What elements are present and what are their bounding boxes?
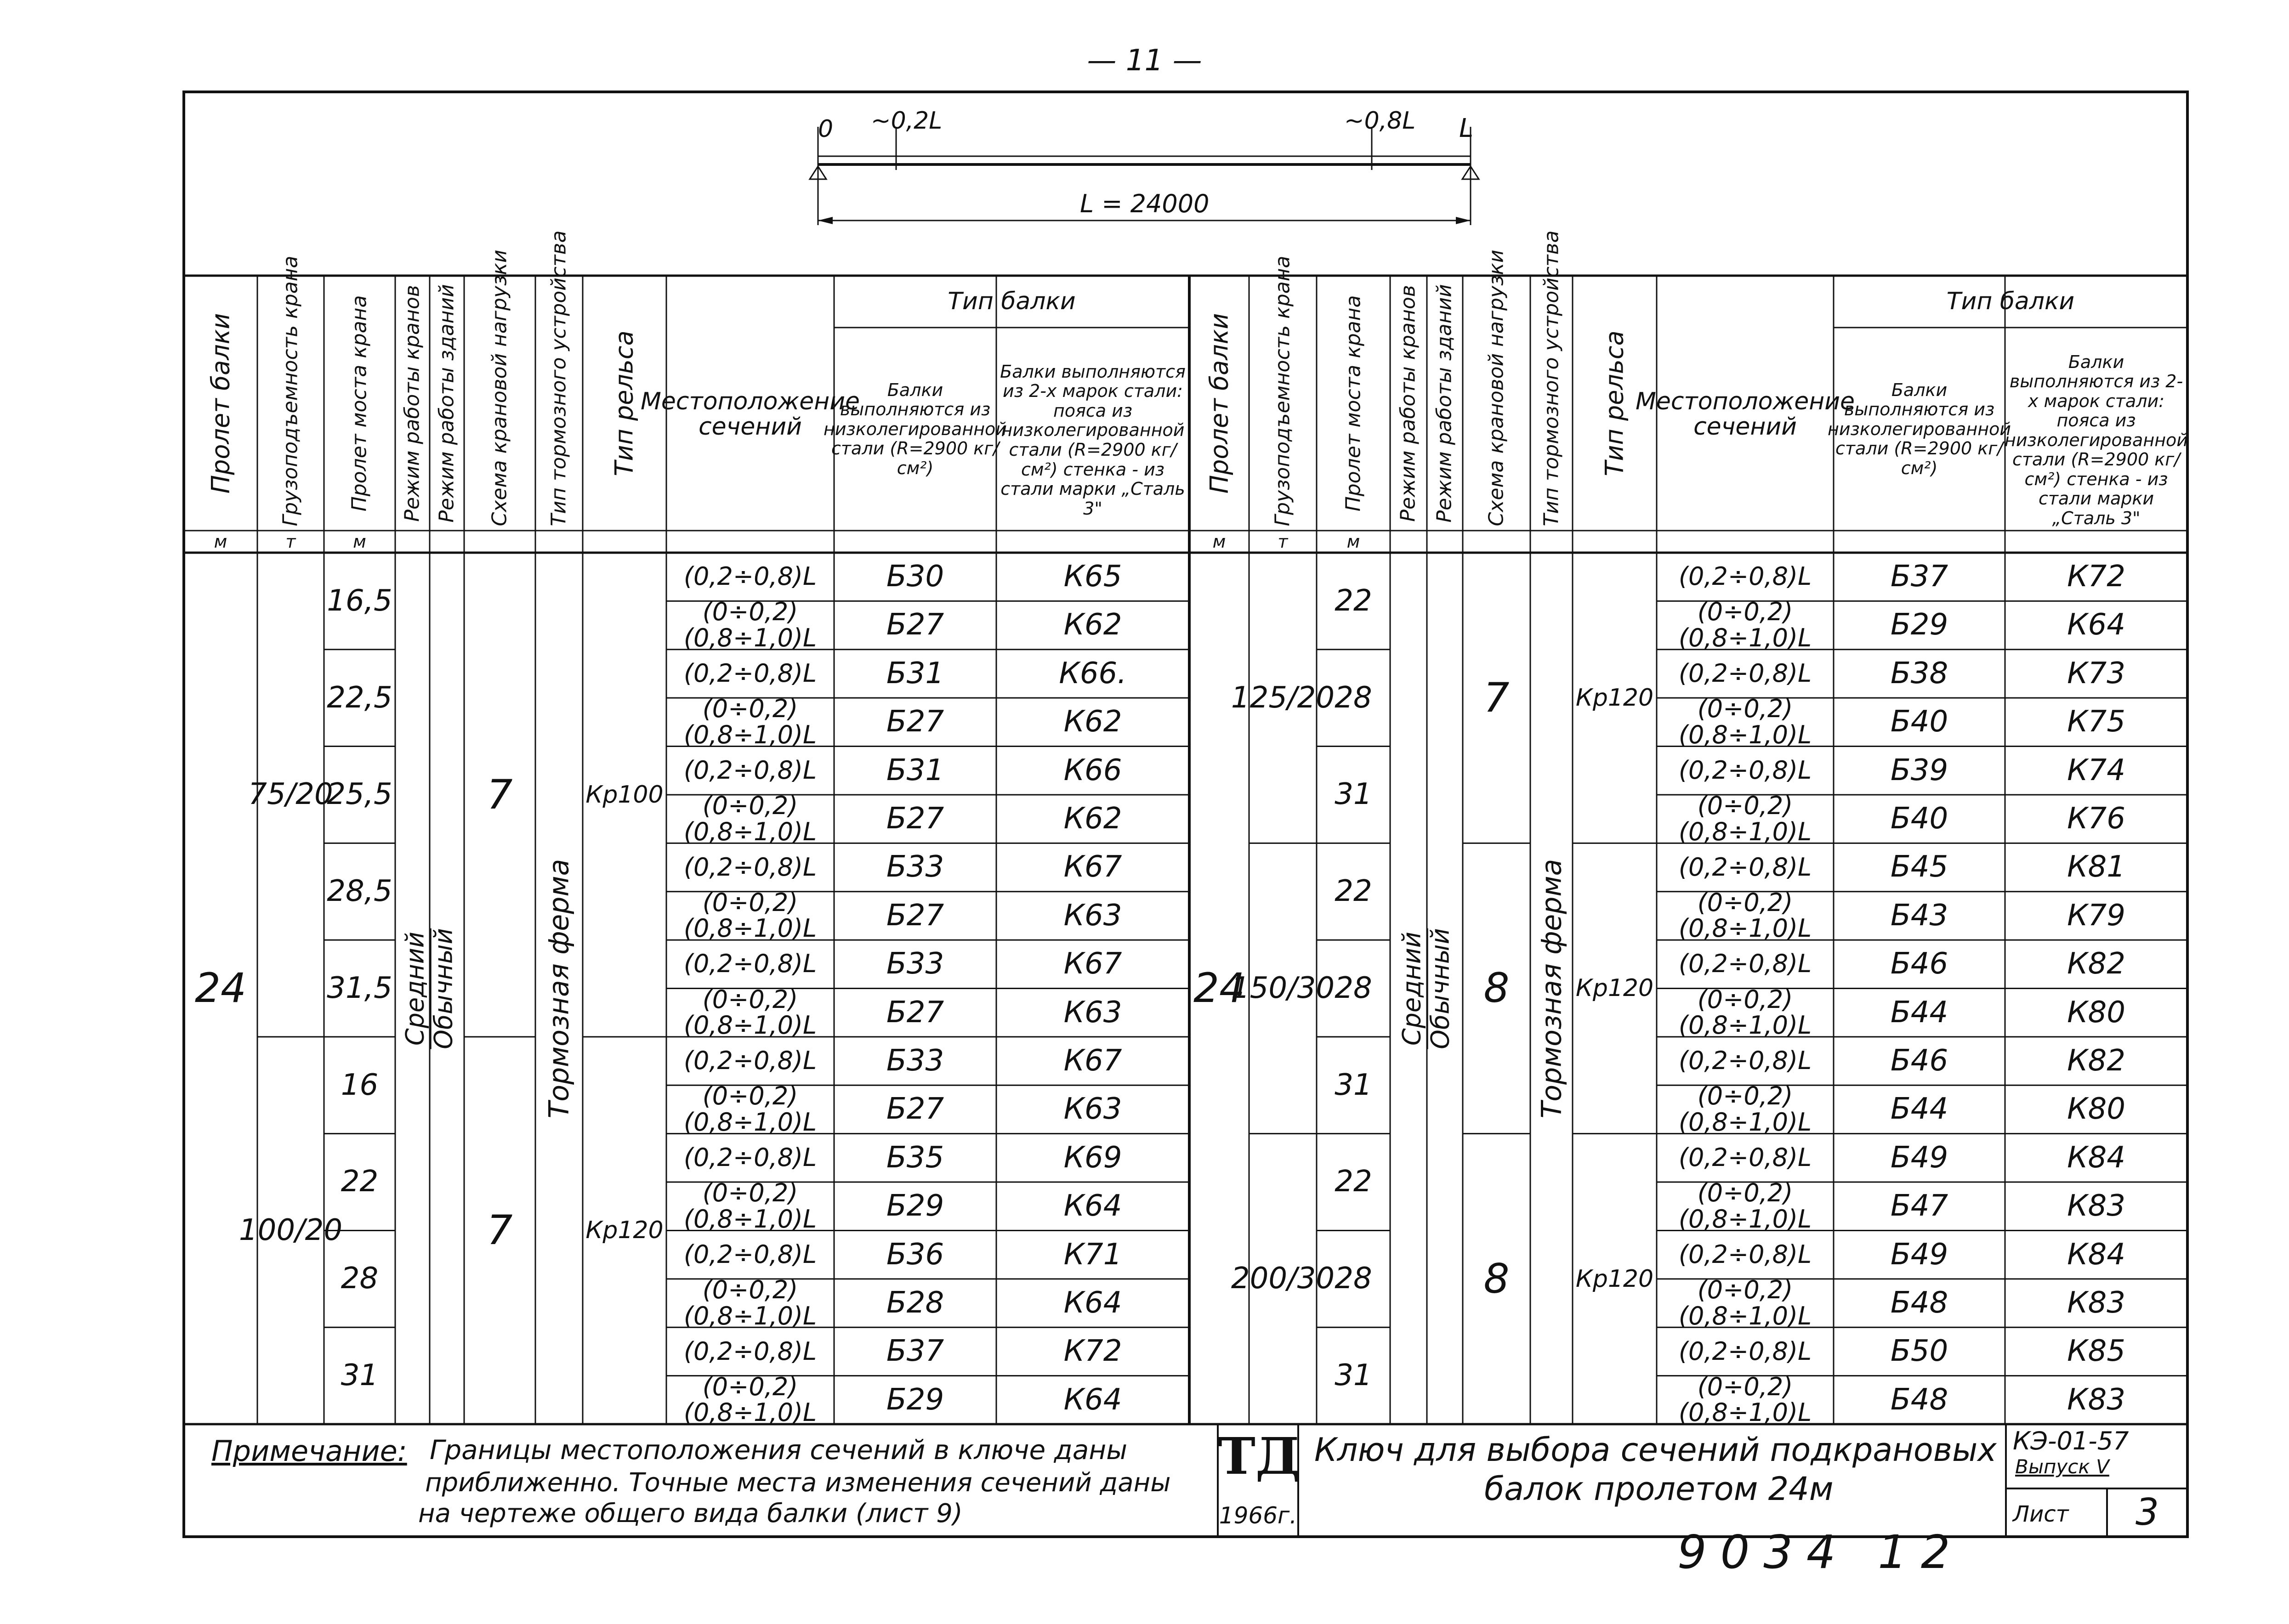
right-row-bimetal: К64 bbox=[2067, 608, 2125, 642]
span-label: L = 24000 bbox=[1080, 189, 1210, 218]
note-line-3: на чертеже общего вида балки (лист 9) bbox=[418, 1499, 963, 1528]
right-crane-span: 22 bbox=[1335, 1165, 1372, 1199]
beam-sketch bbox=[781, 106, 1517, 243]
right-crane-span: 22 bbox=[1335, 583, 1372, 618]
left-row-bimetal: К63 bbox=[1063, 995, 1122, 1030]
left-crane-span: 25,5 bbox=[327, 777, 392, 812]
right-row-bimetal: К72 bbox=[2067, 560, 2125, 594]
archive-number: 9034 12 bbox=[1677, 1525, 1964, 1579]
left-header-building_mode-text: Режим работы зданий bbox=[435, 283, 459, 523]
page-number: — 11 — bbox=[1087, 44, 1202, 78]
left-group-capacity: 75/20 bbox=[248, 777, 333, 812]
right-crane-span: 28 bbox=[1335, 1262, 1372, 1296]
left-mode-top: Средний bbox=[403, 928, 432, 1049]
left-header-beam-type: Тип балки bbox=[948, 288, 1076, 316]
left-beam-span: 24 bbox=[195, 964, 246, 1012]
left-row-bimetal: К67 bbox=[1063, 947, 1122, 981]
right-crane-span: 31 bbox=[1335, 1358, 1372, 1392]
left-row-location: (0,2÷0,8)L bbox=[683, 852, 817, 882]
right-group-rail: Кр120 bbox=[1575, 974, 1654, 1002]
right-header-span_crane-text: Пролет моста крана bbox=[1341, 295, 1365, 511]
right-row-bimetal: К83 bbox=[2067, 1189, 2125, 1223]
doc-code: КЭ-01-57 bbox=[2013, 1426, 2129, 1455]
right-row-bimetal: К82 bbox=[2067, 1043, 2125, 1078]
right-row-bimetal: К73 bbox=[2067, 656, 2125, 690]
left-row-beam: Б27 bbox=[886, 608, 944, 642]
right-row-beam: Б38 bbox=[1890, 656, 1948, 690]
left-row-location: (0÷0,2)(0,8÷1,0)L bbox=[683, 791, 817, 846]
right-row-location: (0,2÷0,8)L bbox=[1678, 562, 1812, 591]
right-row-location: (0,2÷0,8)L bbox=[1678, 1239, 1812, 1269]
left-row-location: (0÷0,2)(0,8÷1,0)L bbox=[683, 694, 817, 749]
right-crane-span: 28 bbox=[1335, 680, 1372, 715]
left-brake-type-text: Тормозная ферма bbox=[543, 859, 575, 1118]
right-row-bimetal: К79 bbox=[2067, 898, 2125, 933]
left-row-bimetal: К67 bbox=[1063, 1043, 1122, 1078]
issue: Выпуск V bbox=[2015, 1455, 2109, 1478]
right-row-beam: Б44 bbox=[1890, 995, 1948, 1030]
sheet-label: Лист bbox=[2013, 1501, 2069, 1527]
right-row-location: (0÷0,2)(0,8÷1,0)L bbox=[1678, 985, 1812, 1040]
right-unit-crane-span: м bbox=[1346, 532, 1360, 552]
right-crane-span: 28 bbox=[1335, 971, 1372, 1005]
right-row-beam: Б48 bbox=[1890, 1382, 1948, 1417]
left-row-beam: Б36 bbox=[886, 1237, 944, 1272]
right-unit-capacity: т bbox=[1278, 532, 1288, 552]
left-row-beam: Б29 bbox=[886, 1382, 944, 1417]
left-row-location: (0,2÷0,8)L bbox=[683, 1239, 817, 1269]
left-unit-capacity: т bbox=[285, 532, 296, 552]
left-row-bimetal: К62 bbox=[1063, 705, 1122, 739]
left-row-beam: Б30 bbox=[886, 560, 944, 594]
left-header-location: Местоположение сечений bbox=[640, 387, 860, 441]
right-mode-bottom: Обычный bbox=[1426, 928, 1455, 1049]
right-work-mode bbox=[1390, 553, 1463, 1424]
left-row-bimetal: К67 bbox=[1063, 850, 1122, 884]
right-row-bimetal: К76 bbox=[2067, 802, 2125, 836]
left-row-bimetal: К66 bbox=[1063, 753, 1122, 787]
left-row-location: (0÷0,2)(0,8÷1,0)L bbox=[683, 1372, 817, 1427]
left-row-beam: Б33 bbox=[886, 947, 944, 981]
right-header-rail_type-text: Тип рельса bbox=[1600, 330, 1629, 476]
left-row-location: (0÷0,2)(0,8÷1,0)L bbox=[683, 1081, 817, 1137]
right-crane-span: 31 bbox=[1335, 1068, 1372, 1102]
right-row-location: (0,2÷0,8)L bbox=[1678, 659, 1812, 688]
right-row-location: (0,2÷0,8)L bbox=[1678, 755, 1812, 785]
left-row-bimetal: К64 bbox=[1063, 1382, 1122, 1417]
right-row-beam: Б49 bbox=[1890, 1237, 1948, 1272]
left-unit-span: м bbox=[214, 532, 227, 552]
right-mode-top: Средний bbox=[1400, 928, 1428, 1049]
right-row-location: (0,2÷0,8)L bbox=[1678, 1336, 1812, 1366]
left-header-load_scheme bbox=[464, 249, 535, 531]
left-crane-span: 16 bbox=[341, 1068, 379, 1102]
left-row-location: (0÷0,2)(0,8÷1,0)L bbox=[683, 985, 817, 1040]
title-line-1: Ключ для выбора сечений подкрановых bbox=[1314, 1431, 1997, 1469]
left-crane-span: 31,5 bbox=[327, 971, 392, 1005]
right-row-location: (0÷0,2)(0,8÷1,0)L bbox=[1678, 888, 1812, 943]
mark-02L: ~0,2L bbox=[871, 107, 943, 135]
left-row-location: (0,2÷0,8)L bbox=[683, 562, 817, 591]
sheet-number: 3 bbox=[2136, 1491, 2159, 1533]
left-row-beam: Б28 bbox=[886, 1285, 944, 1320]
right-row-bimetal: К83 bbox=[2067, 1382, 2125, 1417]
left-row-bimetal: К64 bbox=[1063, 1189, 1122, 1223]
left-row-beam: Б29 bbox=[886, 1189, 944, 1223]
right-header-load_scheme bbox=[1463, 249, 1530, 531]
note-line-1: Границы местоположения сечений в ключе даны bbox=[430, 1434, 1127, 1466]
left-crane-span: 22 bbox=[341, 1165, 379, 1199]
left-brake-type bbox=[535, 553, 583, 1424]
left-row-location: (0÷0,2)(0,8÷1,0)L bbox=[683, 597, 817, 653]
left-row-location: (0÷0,2)(0,8÷1,0)L bbox=[683, 1178, 817, 1234]
right-row-beam: Б50 bbox=[1890, 1334, 1948, 1369]
right-header-span_beam bbox=[1189, 276, 1249, 531]
left-row-beam: Б31 bbox=[886, 753, 944, 787]
left-crane-span: 22,5 bbox=[327, 680, 392, 715]
right-header-load_scheme-text: Схема крановой нагрузки bbox=[1484, 249, 1508, 526]
title-line-2: балок пролетом 24м bbox=[1484, 1470, 1834, 1508]
left-header-brake_type-text: Тип тормозного устройства bbox=[547, 230, 571, 526]
left-group-rail: Кр120 bbox=[585, 1217, 664, 1245]
right-row-location: (0,2÷0,8)L bbox=[1678, 1143, 1812, 1172]
left-header-capacity bbox=[257, 255, 324, 531]
right-header-brake_type bbox=[1530, 230, 1573, 531]
left-header-capacity-text: Грузоподъемность крана bbox=[278, 255, 302, 526]
left-row-beam: Б31 bbox=[886, 656, 944, 690]
right-row-bimetal: К82 bbox=[2067, 947, 2125, 981]
note-line-2: приближенно. Точные места изменения сечений даны bbox=[425, 1468, 1171, 1498]
right-row-beam: Б49 bbox=[1890, 1140, 1948, 1175]
left-row-location: (0÷0,2)(0,8÷1,0)L bbox=[683, 1275, 817, 1330]
left-group-scheme: 7 bbox=[487, 1206, 513, 1254]
left-row-beam: Б33 bbox=[886, 1043, 944, 1078]
right-row-location: (0÷0,2)(0,8÷1,0)L bbox=[1678, 694, 1812, 749]
right-row-location: (0,2÷0,8)L bbox=[1678, 949, 1812, 979]
right-unit-span: м bbox=[1212, 532, 1226, 552]
right-row-bimetal: К83 bbox=[2067, 1285, 2125, 1320]
right-row-bimetal: К84 bbox=[2067, 1237, 2125, 1272]
right-crane-span: 22 bbox=[1335, 874, 1372, 909]
left-header-rail_type-text: Тип рельса bbox=[610, 330, 639, 476]
org-stamp: ТД bbox=[1218, 1426, 1301, 1486]
right-row-bimetal: К74 bbox=[2067, 753, 2125, 787]
right-row-beam: Б44 bbox=[1890, 1092, 1948, 1126]
right-row-location: (0÷0,2)(0,8÷1,0)L bbox=[1678, 791, 1812, 846]
left-header-span_beam bbox=[184, 276, 257, 531]
right-group-rail: Кр120 bbox=[1575, 684, 1654, 712]
left-row-location: (0,2÷0,8)L bbox=[683, 755, 817, 785]
left-row-bimetal: К72 bbox=[1063, 1334, 1122, 1369]
left-row-bimetal: К69 bbox=[1063, 1140, 1122, 1175]
left-mode-bottom: Обычный bbox=[429, 928, 459, 1049]
right-work-mode-text bbox=[1397, 928, 1455, 1049]
right-header-span_crane bbox=[1317, 276, 1390, 531]
left-header-crane_mode-text: Режим работы кранов bbox=[400, 284, 424, 522]
right-row-location: (0,2÷0,8)L bbox=[1678, 1046, 1812, 1075]
year: 1966г. bbox=[1219, 1502, 1297, 1529]
left-row-location: (0,2÷0,8)L bbox=[683, 949, 817, 979]
left-row-location: (0,2÷0,8)L bbox=[683, 1143, 817, 1172]
right-group-capacity: 125/20 bbox=[1231, 680, 1335, 715]
right-row-beam: Б37 bbox=[1890, 560, 1948, 594]
right-row-bimetal: К75 bbox=[2067, 705, 2125, 739]
right-group-scheme: 8 bbox=[1483, 964, 1510, 1012]
left-crane-span: 28 bbox=[341, 1262, 379, 1296]
right-row-location: (0÷0,2)(0,8÷1,0)L bbox=[1678, 1372, 1812, 1427]
right-row-bimetal: К84 bbox=[2067, 1140, 2125, 1175]
left-row-beam: Б37 bbox=[886, 1334, 944, 1369]
left-crane-span: 16,5 bbox=[327, 583, 392, 618]
right-header-capacity-text: Грузоподъемность крана bbox=[1271, 255, 1295, 526]
left-row-beam: Б27 bbox=[886, 1092, 944, 1126]
left-row-beam: Б27 bbox=[886, 802, 944, 836]
right-header-bimetal: Балки выполняются из 2-х марок стали: пояса из низколегированной стали (R=2900 кг/см²) стенка - из стали марки „Сталь 3" bbox=[2005, 351, 2188, 528]
left-group-capacity: 100/20 bbox=[239, 1213, 343, 1247]
left-header-low-alloy: Балки выполняются из низколегированной стали (R=2900 кг/см²) bbox=[824, 379, 1007, 478]
right-row-beam: Б46 bbox=[1890, 947, 1948, 981]
left-group-rail: Кр100 bbox=[585, 781, 664, 809]
right-header-location: Местоположение сечений bbox=[1635, 387, 1855, 441]
right-header-brake_type-text: Тип тормозного устройства bbox=[1539, 230, 1563, 526]
right-row-bimetal: К81 bbox=[2067, 850, 2125, 884]
left-header-span_beam-text: Пролет балки bbox=[206, 313, 235, 493]
dim-arrow-left-icon bbox=[818, 217, 833, 224]
left-row-bimetal: К62 bbox=[1063, 802, 1122, 836]
mark-08L: ~0,8L bbox=[1344, 107, 1416, 135]
left-unit-crane-span: м bbox=[353, 532, 366, 552]
left-row-location: (0,2÷0,8)L bbox=[683, 659, 817, 688]
right-header-span_beam-text: Пролет балки bbox=[1204, 313, 1233, 493]
left-row-bimetal: К65 bbox=[1063, 560, 1122, 594]
left-row-bimetal: К66. bbox=[1059, 656, 1127, 690]
right-row-beam: Б39 bbox=[1890, 753, 1948, 787]
left-crane-span: 31 bbox=[341, 1358, 379, 1392]
left-row-location: (0,2÷0,8)L bbox=[683, 1336, 817, 1366]
right-row-beam: Б40 bbox=[1890, 705, 1948, 739]
right-row-bimetal: К85 bbox=[2067, 1334, 2125, 1369]
left-work-mode-text bbox=[401, 928, 459, 1049]
right-header-crane_mode bbox=[1390, 276, 1427, 531]
left-row-bimetal: К63 bbox=[1063, 1092, 1122, 1126]
right-group-capacity: 150/30 bbox=[1231, 971, 1335, 1005]
left-row-bimetal: К63 bbox=[1063, 898, 1122, 933]
right-group-scheme: 8 bbox=[1483, 1255, 1510, 1302]
left-row-beam: Б27 bbox=[886, 705, 944, 739]
left-row-beam: Б35 bbox=[886, 1140, 944, 1175]
right-row-location: (0,2÷0,8)L bbox=[1678, 852, 1812, 882]
right-header-beam-type: Тип балки bbox=[1946, 288, 2075, 316]
left-header-bimetal: Балки выполняются из 2-х марок стали: пояса из низколегированной стали (R=2900 кг/см²) стенка - из стали марки „Сталь 3" bbox=[1000, 361, 1186, 519]
right-crane-span: 31 bbox=[1335, 777, 1372, 812]
right-header-capacity bbox=[1249, 255, 1317, 531]
left-header-span_crane-text: Пролет моста крана bbox=[347, 295, 371, 511]
right-brake-type-text: Тормозная ферма bbox=[1535, 859, 1568, 1118]
left-row-bimetal: К71 bbox=[1063, 1237, 1122, 1272]
right-header-building_mode-text: Режим работы зданий bbox=[1433, 283, 1456, 523]
left-header-span_crane bbox=[324, 276, 395, 531]
right-row-location: (0÷0,2)(0,8÷1,0)L bbox=[1678, 1275, 1812, 1330]
right-header-crane_mode-text: Режим работы кранов bbox=[1397, 284, 1420, 522]
right-row-beam: Б29 bbox=[1890, 608, 1948, 642]
right-brake-type bbox=[1530, 553, 1573, 1424]
dim-arrow-right-icon bbox=[1456, 217, 1471, 224]
left-header-building_mode bbox=[430, 276, 464, 531]
right-row-bimetal: К80 bbox=[2067, 1092, 2125, 1126]
left-row-location: (0÷0,2)(0,8÷1,0)L bbox=[683, 888, 817, 943]
left-row-beam: Б27 bbox=[886, 995, 944, 1030]
right-row-location: (0÷0,2)(0,8÷1,0)L bbox=[1678, 1081, 1812, 1137]
right-row-location: (0÷0,2)(0,8÷1,0)L bbox=[1678, 597, 1812, 653]
left-row-beam: Б27 bbox=[886, 898, 944, 933]
left-row-beam: Б33 bbox=[886, 850, 944, 884]
left-work-mode bbox=[395, 553, 464, 1424]
right-row-beam: Б47 bbox=[1890, 1189, 1948, 1223]
note-label: Примечание: bbox=[211, 1434, 407, 1468]
left-group-scheme: 7 bbox=[487, 770, 513, 818]
right-row-beam: Б45 bbox=[1890, 850, 1948, 884]
right-row-beam: Б43 bbox=[1890, 898, 1948, 933]
right-row-location: (0÷0,2)(0,8÷1,0)L bbox=[1678, 1178, 1812, 1234]
left-header-load_scheme-text: Схема крановой нагрузки bbox=[488, 249, 511, 526]
right-row-bimetal: К80 bbox=[2067, 995, 2125, 1030]
left-crane-span: 28,5 bbox=[327, 874, 392, 909]
left-row-location: (0,2÷0,8)L bbox=[683, 1046, 817, 1075]
left-row-bimetal: К62 bbox=[1063, 608, 1122, 642]
right-group-rail: Кр120 bbox=[1575, 1265, 1654, 1293]
right-row-beam: Б46 bbox=[1890, 1043, 1948, 1078]
left-header-crane_mode bbox=[395, 276, 430, 531]
right-group-capacity: 200/30 bbox=[1231, 1262, 1335, 1296]
right-header-low-alloy: Балки выполняются из низколегированной стали (R=2900 кг/см²) bbox=[1828, 379, 2011, 478]
right-header-building_mode bbox=[1427, 276, 1463, 531]
right-row-beam: Б40 bbox=[1890, 802, 1948, 836]
left-header-brake_type bbox=[535, 230, 583, 531]
mark-L: L bbox=[1459, 113, 1474, 143]
left-row-bimetal: К64 bbox=[1063, 1285, 1122, 1320]
right-beam-span: 24 bbox=[1193, 964, 1245, 1012]
mark-0: 0 bbox=[818, 115, 834, 143]
right-row-beam: Б48 bbox=[1890, 1285, 1948, 1320]
right-group-scheme: 7 bbox=[1483, 673, 1510, 721]
